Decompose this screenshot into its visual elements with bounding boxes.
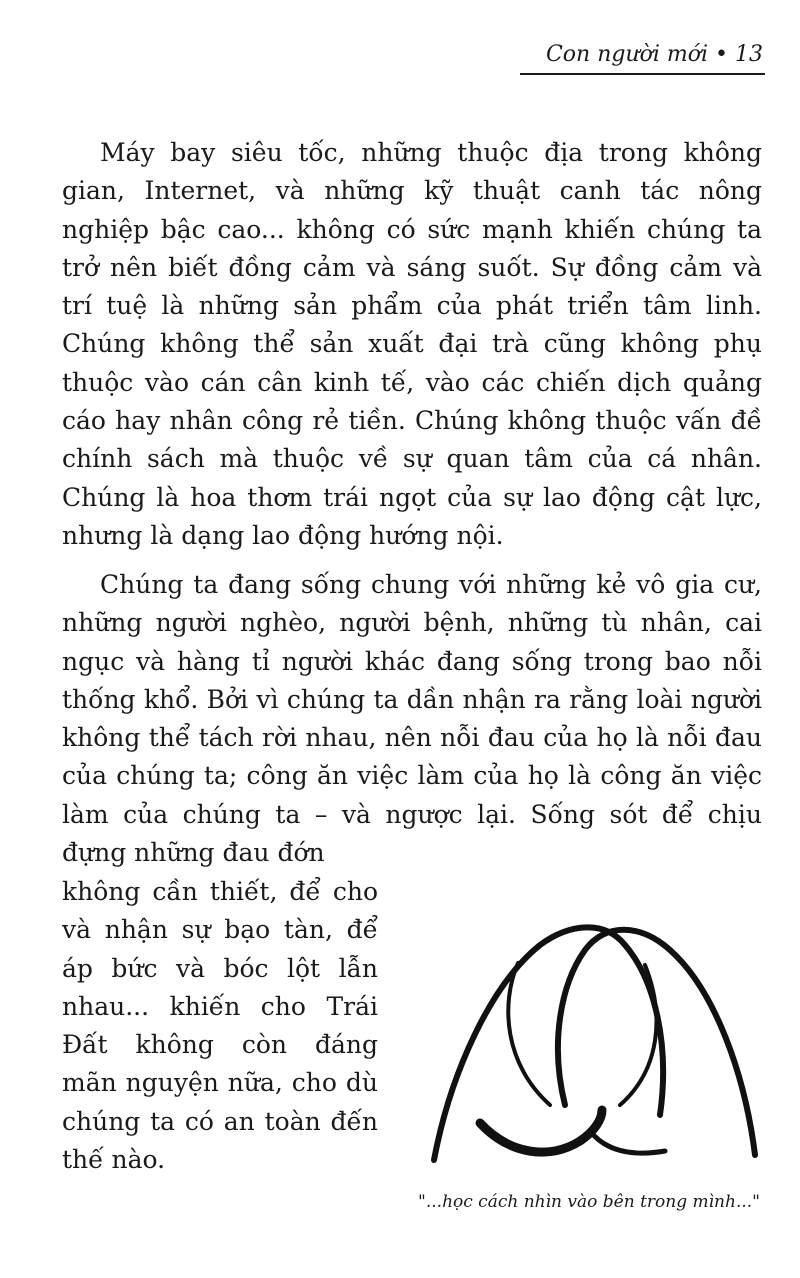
header-rule	[520, 73, 765, 75]
brush-stroke-inner-left	[508, 963, 550, 1105]
paragraph-2-continuation	[62, 873, 378, 1179]
brush-stroke-left-arc	[434, 927, 663, 1160]
brush-stroke-bottom-right	[590, 1131, 665, 1153]
paragraph-2	[62, 566, 762, 872]
brush-stroke-inner-right	[620, 965, 656, 1105]
paragraph-2-text: Chúng ta đang sống chung với những kẻ vô gia cư, những người nghèo, người bệnh, những tù nhân, cai ngục và hàng tỉ người khác đang sống trong bao nỗi thống khổ. Bởi vì chúng ta dần nhận ra rằng loài người không thể tách rời nhau, nên nỗi đau của họ là nỗi đau của chúng ta; công ăn việc làm của họ là công ăn việc làm của chúng ta – và ngược lại. Sống sót để chịu đựng những đau đớn	[62, 570, 762, 868]
paragraph-1-text: Máy bay siêu tốc, những thuộc địa trong không gian, Internet, và những kỹ thuật canh tác nông nghiệp bậc cao... không có sức mạnh khiến chúng ta trở nên biết đồng cảm và sáng suốt. Sự đồng cảm và trí tuệ là những sản phẩm của phát triển tâm linh. Chúng không thể sản xuất đại trà cũng không phụ thuộc vào cán cân kinh tế, vào các chiến dịch quảng cáo hay nhân công rẻ tiền. Chúng không thuộc vấn đề chính sách mà thuộc về sự quan tâm của cá nhân. Chúng là hoa thơm trái ngọt của sự lao động cật lực, nhưng là dạng lao động hướng nội.	[62, 138, 762, 550]
paragraph-1	[62, 134, 762, 555]
figure-caption: "...học cách nhìn vào bên trong mình..."	[418, 1192, 760, 1212]
brush-stroke-bottom-left	[480, 1110, 602, 1152]
brush-stroke-illustration	[420, 905, 765, 1175]
running-header: Con người mới • 13	[545, 42, 763, 67]
paragraph-2-wrap-text: không cần thiết, để cho và nhận sự bạo tàn, để áp bức và bóc lột lẫn nhau... khiến cho Trái Đất không còn đáng mãn nguyện nữa, cho dù chúng ta có an toàn đến thế nào.	[62, 877, 378, 1175]
